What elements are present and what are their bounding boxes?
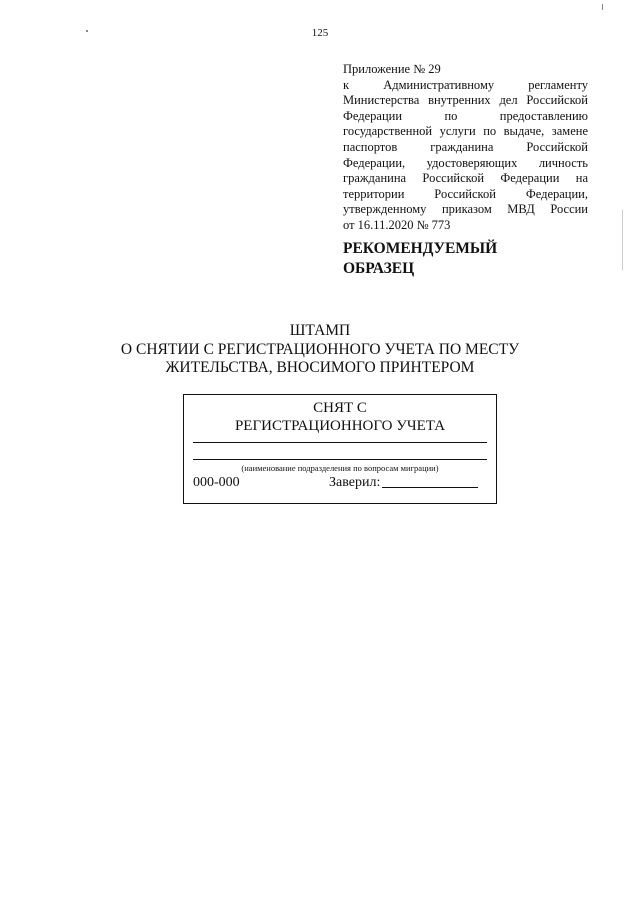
stamp-box bbox=[183, 394, 497, 504]
stamp-fill-line-2 bbox=[193, 459, 487, 460]
recommended-line-1: РЕКОМЕНДУЕМЫЙ bbox=[343, 240, 498, 257]
recommended-line-2: ОБРАЗЕЦ bbox=[343, 260, 415, 277]
stamp-fill-line-1 bbox=[193, 442, 487, 443]
stamp-title-line-1: ШТАМП bbox=[289, 322, 351, 339]
appendix-line: государственной услуги по выдаче, замене bbox=[343, 124, 588, 139]
appendix-line: Приложение № 29 bbox=[343, 62, 441, 76]
page-number: 125 bbox=[311, 27, 329, 39]
scan-edge-mark bbox=[622, 210, 623, 270]
stamp-heading bbox=[184, 399, 496, 435]
appendix-line: Федерации, удостоверяющих личность bbox=[343, 155, 588, 170]
stamp-signed-field bbox=[329, 475, 478, 491]
scan-speck bbox=[602, 4, 603, 10]
stamp-code: 000-000 bbox=[193, 475, 240, 490]
appendix-line: к Административному регламенту bbox=[343, 77, 588, 92]
appendix-line: паспортов гражданина Российской bbox=[343, 139, 588, 154]
stamp-caption: (наименование подразделения по вопросам миграции) bbox=[241, 463, 439, 473]
stamp-title-line-3: ЖИТЕЛЬСТВА, ВНОСИМОГО ПРИНТЕРОМ bbox=[165, 359, 475, 376]
stamp-title bbox=[0, 322, 640, 378]
stamp-title-line-2: О СНЯТИИ С РЕГИСТРАЦИОННОГО УЧЕТА ПО МЕСТУ bbox=[120, 340, 520, 358]
appendix-line: Министерства внутренних дел Российской bbox=[343, 93, 588, 108]
stamp-heading-line-1: СНЯТ С bbox=[313, 400, 367, 416]
appendix-line: от 16.11.2020 № 773 bbox=[343, 217, 451, 232]
stamp-signed-label: Заверил: bbox=[329, 475, 381, 490]
appendix-line: территории Российской Федерации, bbox=[343, 186, 588, 201]
signature-line bbox=[382, 487, 478, 488]
appendix-line: утвержденному приказом МВД России bbox=[343, 202, 588, 217]
appendix-line: Федерации по предоставлению bbox=[343, 108, 588, 123]
recommended-sample-label bbox=[343, 239, 497, 279]
stamp-heading-line-2: РЕГИСТРАЦИОННОГО УЧЕТА bbox=[234, 418, 446, 434]
scan-speck bbox=[86, 30, 88, 32]
appendix-line: гражданина Российской Федерации на bbox=[343, 171, 588, 186]
appendix-block bbox=[343, 62, 588, 234]
